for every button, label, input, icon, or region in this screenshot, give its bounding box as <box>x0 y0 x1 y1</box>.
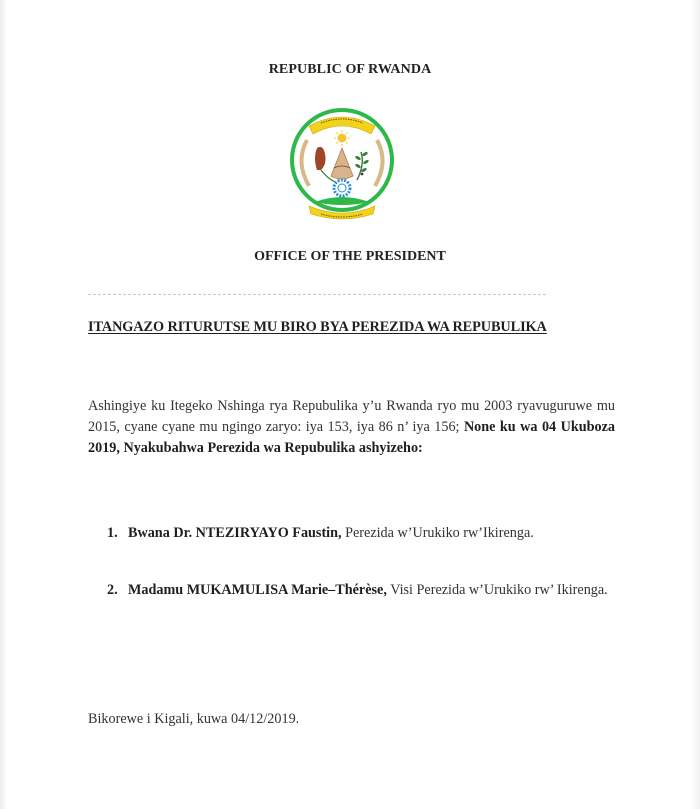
emblem-right-bow <box>375 140 383 186</box>
country-heading: REPUBLIC OF RWANDA <box>268 62 432 77</box>
document-title: ITANGAZO RITURUTSE MU BIRO BYA PEREZIDA WA REPUBULIKA <box>88 319 547 335</box>
preamble-intro: Ashingiye ku Itegeko Nshinga rya Repubulika y’u Rwanda ryo mu 2003 ryavuguruwe mu 2015, cyane cyane mu ngingo zaryo: iya 153, iya 86 n’ iya 156; <box>88 398 615 435</box>
appointment-number: 1. <box>107 525 118 541</box>
office-heading: OFFICE OF THE PRESIDENT <box>254 249 446 264</box>
header-divider <box>88 294 546 295</box>
basket-icon <box>331 148 353 179</box>
appointee-name: Bwana Dr. NTEZIRYAYO Faustin, <box>128 525 342 541</box>
sun-icon <box>338 134 347 143</box>
appointee-name: Madamu MUKAMULISA Marie–Thérèse, <box>128 582 387 598</box>
page-right-edge <box>690 0 700 809</box>
appointee-position: Perezida w’Urukiko rw’Ikirenga. <box>345 525 534 541</box>
appointment-item <box>107 524 615 543</box>
emblem-green-knot <box>315 197 369 205</box>
preamble-decision: None ku wa 04 Ukuboza 2019, Nyakubahwa Perezida wa Repubulika ashyizeho: <box>88 419 615 456</box>
appointment-text <box>128 524 615 543</box>
appointment-text <box>128 581 615 600</box>
emblem-left-bow <box>301 140 309 186</box>
appointment-number: 2. <box>107 582 118 598</box>
sorghum-icon <box>315 147 326 170</box>
signing-place-date: Bikorewe i Kigali, kuwa 04/12/2019. <box>88 711 300 727</box>
appointment-item <box>107 581 615 600</box>
page-left-edge <box>0 0 6 809</box>
coat-of-arms-emblem <box>287 104 399 222</box>
appointee-position: Visi Perezida w’Urukiko rw’ Ikirenga. <box>390 582 608 598</box>
preamble-paragraph <box>88 396 615 459</box>
